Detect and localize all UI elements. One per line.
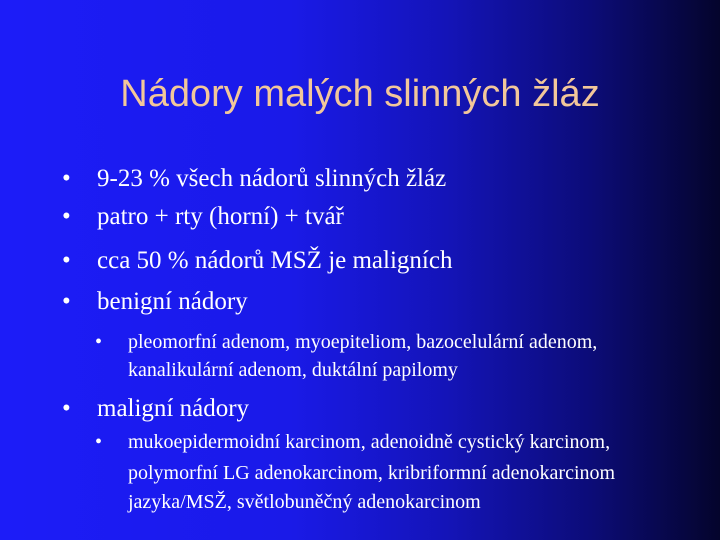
bullet-dot: • [95,431,103,453]
slide-title: Nádory malých slinných žláz [120,73,600,115]
bullet-item [62,245,702,277]
bullet-text: patro + rty (horní) + tvář [97,203,344,230]
bullet-dot: • [62,288,71,315]
bullet-item [62,201,702,233]
bullet-item [62,163,702,195]
bullet-dot: • [62,165,71,192]
bullet-text: cca 50 % nádorů MSŽ je maligních [97,247,453,274]
sub-bullet-line: jazyka/MSŽ, světlobuněčný adenokarcinom [128,491,481,513]
sub-bullet-line: mukoepidermoidní karcinom, adenoidně cystický karcinom, [128,431,611,453]
sub-bullet-item [95,430,715,515]
bullet-dot: • [95,331,103,353]
bullet-item [62,286,702,318]
bullet-dot: • [62,395,71,422]
sub-bullet-line: polymorfní LG adenokarcinom, kribriformní adenokarcinom [128,462,616,484]
bullet-text: benigní nádory [97,288,248,315]
sub-bullet-item [95,330,715,382]
sub-bullet-line: pleomorfní adenom, myoepiteliom, bazocelulární adenom, [128,331,598,353]
bullet-dot: • [62,247,71,274]
bullet-text: 9-23 % všech nádorů slinných žláz [97,165,447,192]
bullet-item [62,393,702,425]
bullet-text: maligní nádory [97,395,250,422]
bullet-dot: • [62,203,71,230]
sub-bullet-line: kanalikulární adenom, duktální papilomy [128,359,458,381]
